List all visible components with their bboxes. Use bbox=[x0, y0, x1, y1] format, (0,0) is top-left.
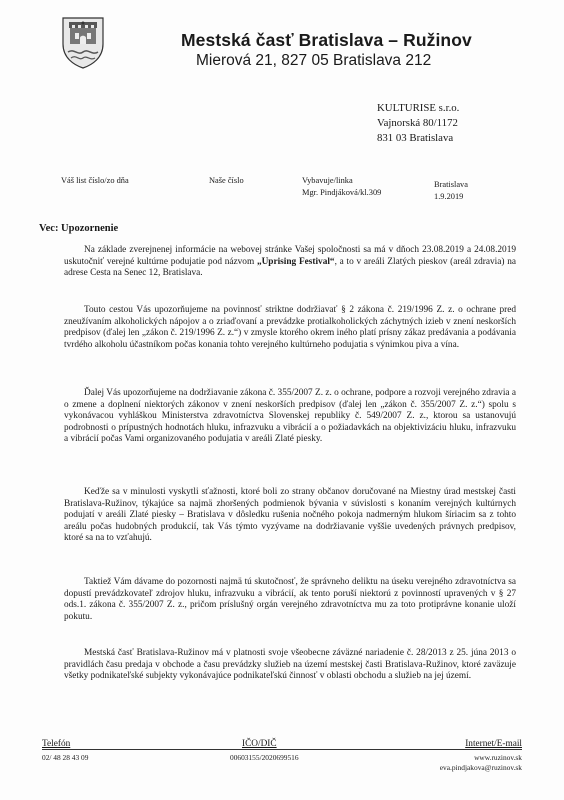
recipient-city: 831 03 Bratislava bbox=[377, 132, 454, 144]
ico-label: IČO/DIČ bbox=[242, 739, 277, 749]
internet-label: Internet/E-mail bbox=[465, 739, 522, 749]
paragraph-5: Taktiež Vám dávame do pozornosti najmä tú skutočnosť, že správneho deliktu na úseku verejného zdravotníctva sa dopustí prevádzkovateľ zdrojov hluku, infrazvuku a vibrácií, ak tento poruší niektorú z povinností upravených v § 27 ods.1. zákona č. 355/2007 Z. z., pričom príslušný orgán verejného zdravotníctva mu za toto protiprávne konanie uloží pokutu. bbox=[64, 577, 516, 622]
recipient-block bbox=[377, 101, 459, 146]
recipient-name: KULTURISE s.r.o. bbox=[377, 102, 460, 114]
your-letter-label: Váš list číslo/zo dňa bbox=[61, 176, 129, 185]
place: Bratislava bbox=[434, 180, 468, 189]
paragraph-3: Ďalej Vás upozorňujeme na dodržiavanie zákona č. 355/2007 Z. z. o ochrane, podpore a rozvoji verejného zdravia a o zmene a doplnení niektorých zákonov v znení neskorších predpisov (ďalej len „zákon č. 355/2007 Z. z.“) spolu s vykonávacou vyhláškou Ministerstva zdravotníctva Slovenskej republiky č. 549/2007 Z. z., ktorou sa ustanovujú podrobnosti o prípustných hodnotách hluku, infrazvuku a vibrácií a o požiadavkách na objektivizáciu hluku, infrazvuku a vibrácií počas Vami organizovaného podujatia v areáli Zlaté piesky. bbox=[64, 388, 516, 445]
phone-value: 02/ 48 28 43 09 bbox=[42, 753, 89, 762]
coat-of-arms-logo bbox=[60, 14, 106, 70]
paragraph-1 bbox=[64, 245, 516, 280]
footer-divider bbox=[42, 749, 522, 750]
email-link[interactable]: eva.pindjakova@ruzinov.sk bbox=[439, 762, 522, 772]
recipient-street: Vajnorská 80/1172 bbox=[377, 117, 458, 129]
date: 1.9.2019 bbox=[434, 192, 464, 201]
contact-block bbox=[440, 753, 522, 772]
paragraph-1-rest: , a to v areáli Zlatých pieskov (areál zdravia) na adrese Cesta na Senec 12, Bratislava. bbox=[64, 256, 517, 279]
handled-by-label: Vybavuje/linka bbox=[302, 176, 353, 185]
phone-label: Telefón bbox=[42, 739, 71, 749]
festival-name: „Uprising Festival“ bbox=[256, 256, 335, 267]
subject-line: Vec: Upozornenie bbox=[39, 223, 119, 234]
our-number-label: Naše číslo bbox=[209, 176, 244, 185]
handled-by-value: Mgr. Pindjáková/kl.309 bbox=[302, 188, 382, 197]
paragraph-1-intro: Na základe zverejnenej informácie na webovej stránke Vašej spoločnosti sa má v dňoch 23.08.2019 a 24.08.2019 uskutočniť verejné kultúrne podujatie pod názvom bbox=[64, 245, 516, 267]
office-title: Mestská časť Bratislava – Ružinov bbox=[181, 30, 472, 50]
ico-value: 00603155/2020699516 bbox=[230, 753, 299, 762]
paragraph-2: Touto cestou Vás upozorňujeme na povinnosť striktne dodržiavať § 2 zákona č. 219/1996 Z. z. o ochrane pred zneužívaním alkoholických nápojov a o zriaďovaní a prevádzke protialkoholických záchytných izieb v znení neskorších predpisov (ďalej len „zákon č. 219/1996 Z. z.“) v zmysle ktorého okrem iného platí prísny zákaz predávania a podávania tvrdého alkoholu účastníkom počas konania tohto verejného kultúrneho podujatia s výnimkou piva a vína. bbox=[64, 305, 516, 350]
handled-by-block bbox=[302, 175, 381, 199]
paragraph-4: Keďže sa v minulosti vyskytli sťažnosti, ktoré boli zo strany občanov doručované na Miestny úrad mestskej časti Bratislava-Ružinov, týkajúce sa najmä zhoršených podmienok bývania v súvislosti s konaním verejných kultúrnych podujatí v areáli Zlaté piesky – Bratislava v dôsledku rušenia nočného pokoja nadmerným hlukom šíriacim sa z tohto areálu počas hudobných produkcií, tak Vás týmto vyzývame na dodržiavanie vyššie uvedených právnych predpisov, ktoré sa na to vzťahujú. bbox=[64, 487, 516, 544]
paragraph-6: Mestská časť Bratislava-Ružinov má v platnosti svoje všeobecne záväzné nariadenie č. 28/2013 z 25. júna 2013 o pravidlách času predaja v obchode a času prevádzky služieb na území mestskej časti Bratislava-Ružinov, ktoré zaväzuje všetky podnikateľské subjekty vykonávajúce podnikateľskú činnosť v oblasti obchodu a služieb na jej území. bbox=[64, 648, 516, 682]
office-address: Mierová 21, 827 05 Bratislava 212 bbox=[196, 52, 432, 69]
website-link[interactable]: www.ruzinov.sk bbox=[474, 753, 522, 762]
date-block bbox=[434, 179, 468, 203]
